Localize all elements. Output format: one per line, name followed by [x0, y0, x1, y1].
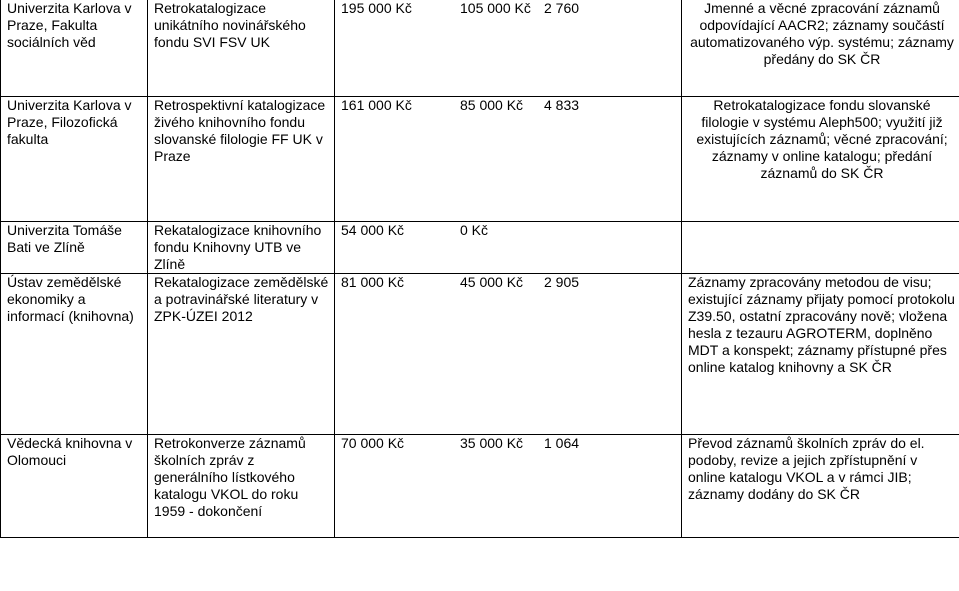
institution-cell: Univerzita Karlova v Praze, Filozofická fakulta — [1, 97, 148, 222]
note-cell — [682, 222, 959, 274]
records-count — [544, 222, 604, 239]
note-cell: Záznamy zpracovány metodou de visu; existující záznamy přijaty pomocí protokolu Z39.50, ostatní zpracovány nově; vložena hesla z tezauru AGROTERM, doplněno MDT a konspekt; záznamy přístupné přes online katalog knihovny a SK ČR — [682, 274, 959, 435]
project-cell: Retrokonverze záznamů školních zpráv z generálního lístkového katalogu VKOL do roku 1959 - dokončení — [148, 435, 335, 538]
amounts-cell — [335, 0, 682, 97]
table-row — [1, 0, 959, 97]
amounts-cell — [335, 274, 682, 435]
granted-amount: 105 000 Kč — [460, 0, 531, 16]
requested-amount: 54 000 Kč — [341, 222, 405, 238]
table-row — [1, 435, 959, 538]
granted-amount: 0 Kč — [460, 222, 489, 238]
project-cell: Retrospektivní katalogizace živého knihovního fondu slovanské filologie FF UK v Praze — [148, 97, 335, 222]
institution-cell: Univerzita Karlova v Praze, Fakulta sociálních věd — [1, 0, 148, 97]
institution-cell: Univerzita Tomáše Bati ve Zlíně — [1, 222, 148, 274]
note-cell: Jmenné a věcné zpracování záznamů odpovídající AACR2; záznamy součástí automatizovaného výp. systému; záznamy předány do SK ČR — [682, 0, 959, 97]
note-cell: Převod záznamů školních zpráv do el. podoby, revize a jejich zpřístupnění v online katalogu VKOL a v rámci JIB; záznamy dodány do SK ČR — [682, 435, 959, 538]
amounts-cell — [335, 97, 682, 222]
requested-amount: 161 000 Kč — [341, 97, 412, 113]
table-row — [1, 97, 959, 222]
note-cell: Retrokatalogizace fondu slovanské filologie v systému Aleph500; využití již existujících záznamů; věcné zpracování; záznamy v online katalogu; předání záznamů do SK ČR — [682, 97, 959, 222]
requested-amount: 70 000 Kč — [341, 435, 405, 451]
project-cell: Retrokatalogizace unikátního novinářského fondu SVI FSV UK — [148, 0, 335, 97]
records-count: 4 833 — [544, 97, 580, 113]
granted-amount: 85 000 Kč — [460, 97, 524, 113]
records-count: 2 905 — [544, 274, 580, 290]
project-cell: Rekatalogizace zemědělské a potravinářské literatury v ZPK-ÚZEI 2012 — [148, 274, 335, 435]
requested-amount: 81 000 Kč — [341, 274, 405, 290]
records-count: 2 760 — [544, 0, 580, 16]
table-row — [1, 222, 959, 274]
requested-amount: 195 000 Kč — [341, 0, 412, 16]
institution-cell: Ústav zemědělské ekonomiky a informací (knihovna) — [1, 274, 148, 435]
institution-cell: Vědecká knihovna v Olomouci — [1, 435, 148, 538]
project-cell: Rekatalogizace knihovního fondu Knihovny UTB ve Zlíně — [148, 222, 335, 274]
granted-amount: 35 000 Kč — [460, 435, 524, 451]
amounts-cell — [335, 222, 682, 274]
table-row — [1, 274, 959, 435]
records-count: 1 064 — [544, 435, 580, 451]
granted-amount: 45 000 Kč — [460, 274, 524, 290]
amounts-cell — [335, 435, 682, 538]
